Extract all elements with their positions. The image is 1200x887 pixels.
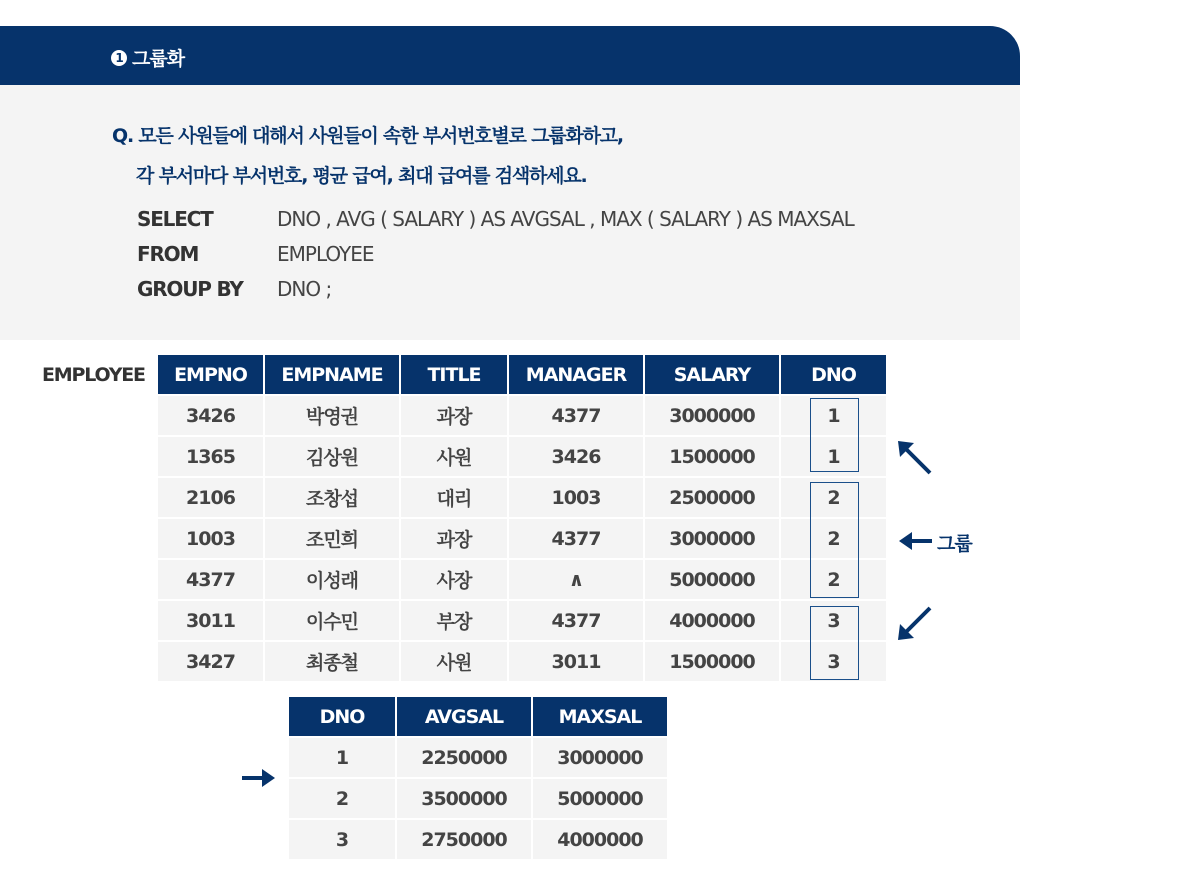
arrow-right-icon <box>240 767 276 789</box>
table-row <box>289 820 667 859</box>
header-salary: SALARY <box>645 355 779 394</box>
table-row <box>158 396 886 435</box>
cell-empno: 3426 <box>158 396 263 435</box>
section-header <box>0 26 1020 85</box>
section-title-text: 그룹화 <box>132 48 185 70</box>
group-box-dno-3 <box>810 606 859 680</box>
header-dno: DNO <box>289 697 395 736</box>
group-label: 그룹 <box>937 533 972 555</box>
result-table <box>287 695 669 861</box>
cell-salary: 1500000 <box>645 437 779 476</box>
cell-manager: 4377 <box>509 396 643 435</box>
sql-value-from: EMPLOYEE <box>277 242 374 266</box>
cell-title: 사원 <box>401 437 507 476</box>
table-row <box>289 738 667 777</box>
arrow-left-icon <box>898 530 934 552</box>
table-row <box>289 779 667 818</box>
cell-salary: 4000000 <box>645 601 779 640</box>
cell-maxsal: 4000000 <box>533 820 667 859</box>
cell-manager: 4377 <box>509 601 643 640</box>
cell-manager: ∧ <box>509 560 643 599</box>
arrow-up-left-icon <box>895 440 935 480</box>
arrow-down-left-icon <box>895 603 935 643</box>
cell-title: 사원 <box>401 642 507 681</box>
cell-manager: 4377 <box>509 519 643 558</box>
cell-salary: 3000000 <box>645 396 779 435</box>
sql-keyword-groupby: GROUP BY <box>137 277 243 301</box>
question-line-2: 각 부서마다 부서번호, 평균 급여, 최대 급여를 검색하세요. <box>136 165 587 187</box>
employee-table <box>156 353 888 683</box>
cell-manager: 3426 <box>509 437 643 476</box>
cell-dno: 2 <box>781 560 886 599</box>
cell-empno: 3427 <box>158 642 263 681</box>
table-row <box>158 519 886 558</box>
cell-avgsal: 2250000 <box>397 738 531 777</box>
cell-title: 과장 <box>401 396 507 435</box>
cell-dno: 3 <box>781 642 886 681</box>
header-empno: EMPNO <box>158 355 263 394</box>
cell-empno: 1003 <box>158 519 263 558</box>
header-avgsal: AVGSAL <box>397 697 531 736</box>
cell-empname: 조창섭 <box>265 478 399 517</box>
cell-title: 사장 <box>401 560 507 599</box>
employee-table-label: EMPLOYEE <box>42 364 145 386</box>
number-badge: 1 <box>111 50 127 66</box>
cell-avgsal: 2750000 <box>397 820 531 859</box>
cell-dno: 2 <box>781 519 886 558</box>
cell-salary: 5000000 <box>645 560 779 599</box>
employee-table-header-row <box>158 355 886 394</box>
cell-dno: 2 <box>781 478 886 517</box>
section-title <box>111 44 184 71</box>
cell-dno: 1 <box>781 437 886 476</box>
cell-empname: 이성래 <box>265 560 399 599</box>
cell-empno: 2106 <box>158 478 263 517</box>
cell-title: 부장 <box>401 601 507 640</box>
table-row <box>158 601 886 640</box>
header-manager: MANAGER <box>509 355 643 394</box>
cell-avgsal: 3500000 <box>397 779 531 818</box>
cell-empno: 1365 <box>158 437 263 476</box>
cell-dno: 1 <box>781 396 886 435</box>
cell-empname: 박영권 <box>265 396 399 435</box>
cell-salary: 3000000 <box>645 519 779 558</box>
cell-empno: 4377 <box>158 560 263 599</box>
group-box-dno-1 <box>810 398 859 472</box>
cell-empname: 조민희 <box>265 519 399 558</box>
header-dno: DNO <box>781 355 886 394</box>
question-line-1: Q. 모든 사원들에 대해서 사원들이 속한 부서번호별로 그룹화하고, <box>112 125 623 147</box>
table-row <box>158 560 886 599</box>
header-empname: EMPNAME <box>265 355 399 394</box>
cell-empname: 최종철 <box>265 642 399 681</box>
header-title: TITLE <box>401 355 507 394</box>
cell-empname: 김상원 <box>265 437 399 476</box>
cell-dno: 1 <box>289 738 395 777</box>
cell-maxsal: 3000000 <box>533 738 667 777</box>
sql-keyword-select: SELECT <box>137 207 213 231</box>
cell-dno: 3 <box>781 601 886 640</box>
header-maxsal: MAXSAL <box>533 697 667 736</box>
cell-empname: 이수민 <box>265 601 399 640</box>
cell-title: 대리 <box>401 478 507 517</box>
sql-keyword-from: FROM <box>137 242 199 266</box>
cell-empno: 3011 <box>158 601 263 640</box>
cell-dno: 3 <box>289 820 395 859</box>
sql-value-select: DNO , AVG ( SALARY ) AS AVGSAL , MAX ( SALARY ) AS MAXSAL <box>277 207 854 231</box>
group-box-dno-2 <box>810 482 859 598</box>
cell-salary: 2500000 <box>645 478 779 517</box>
cell-dno: 2 <box>289 779 395 818</box>
cell-maxsal: 5000000 <box>533 779 667 818</box>
cell-manager: 3011 <box>509 642 643 681</box>
table-row <box>158 437 886 476</box>
cell-manager: 1003 <box>509 478 643 517</box>
table-row <box>158 642 886 681</box>
sql-value-groupby: DNO ; <box>277 277 332 301</box>
cell-title: 과장 <box>401 519 507 558</box>
table-row <box>158 478 886 517</box>
result-table-header-row <box>289 697 667 736</box>
cell-salary: 1500000 <box>645 642 779 681</box>
